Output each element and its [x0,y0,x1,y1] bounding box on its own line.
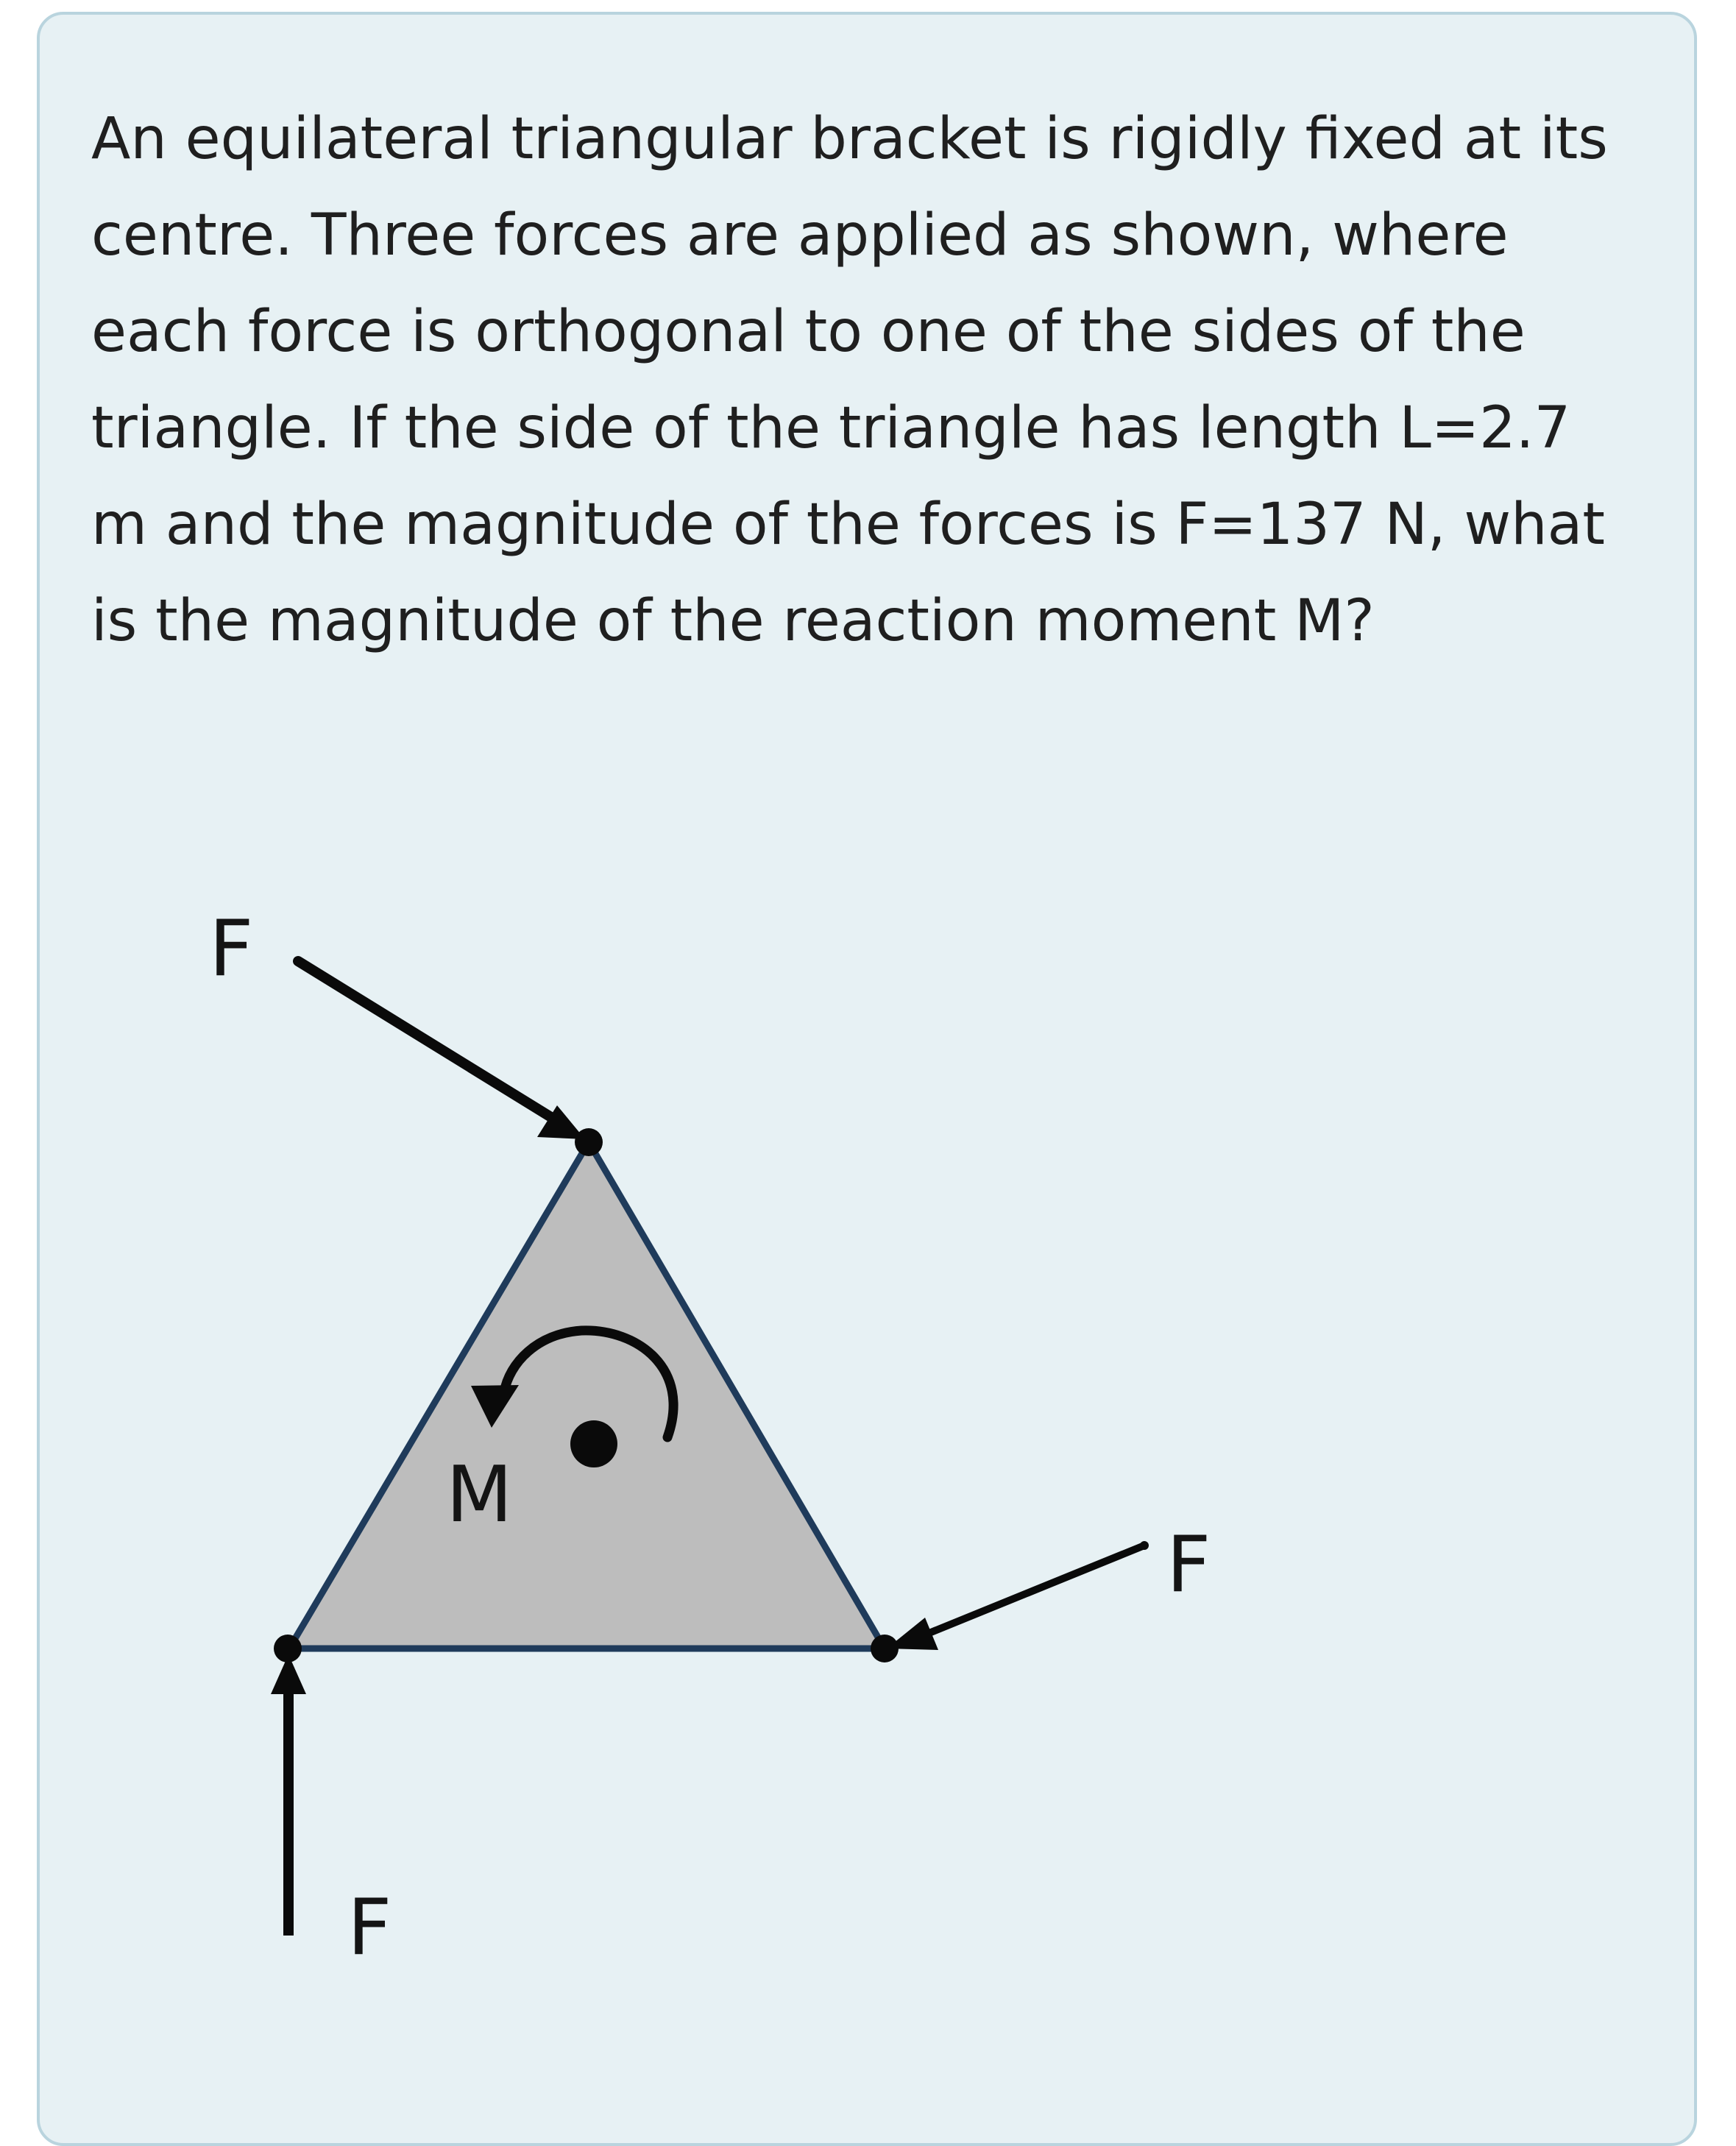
force-arrow-top [298,961,585,1139]
centre-pivot-dot [570,1420,617,1467]
apex-point-right [871,1635,899,1662]
force-label-bottom: F [347,1883,392,1972]
force-label-top: F [209,904,254,994]
force-arrow-bottom [271,1654,306,1936]
apex-point-left [274,1635,302,1662]
apex-point-top [575,1128,603,1156]
triangle-bracket [289,1142,885,1649]
question-text: An equilateral triangular bracket is rigidly fixed at its centre. Three forces are applied as shown, where each force is orthogonal to one of the sides of the triangle. If the side of the triangle has length L=2.7 m and the magnitude of the forces is F=137 N, what is the magnitude of the reaction moment M? [91,106,1608,654]
force-arrow-right [887,1541,1149,1650]
force-label-right: F [1166,1520,1211,1610]
moment-label: M [446,1450,513,1540]
